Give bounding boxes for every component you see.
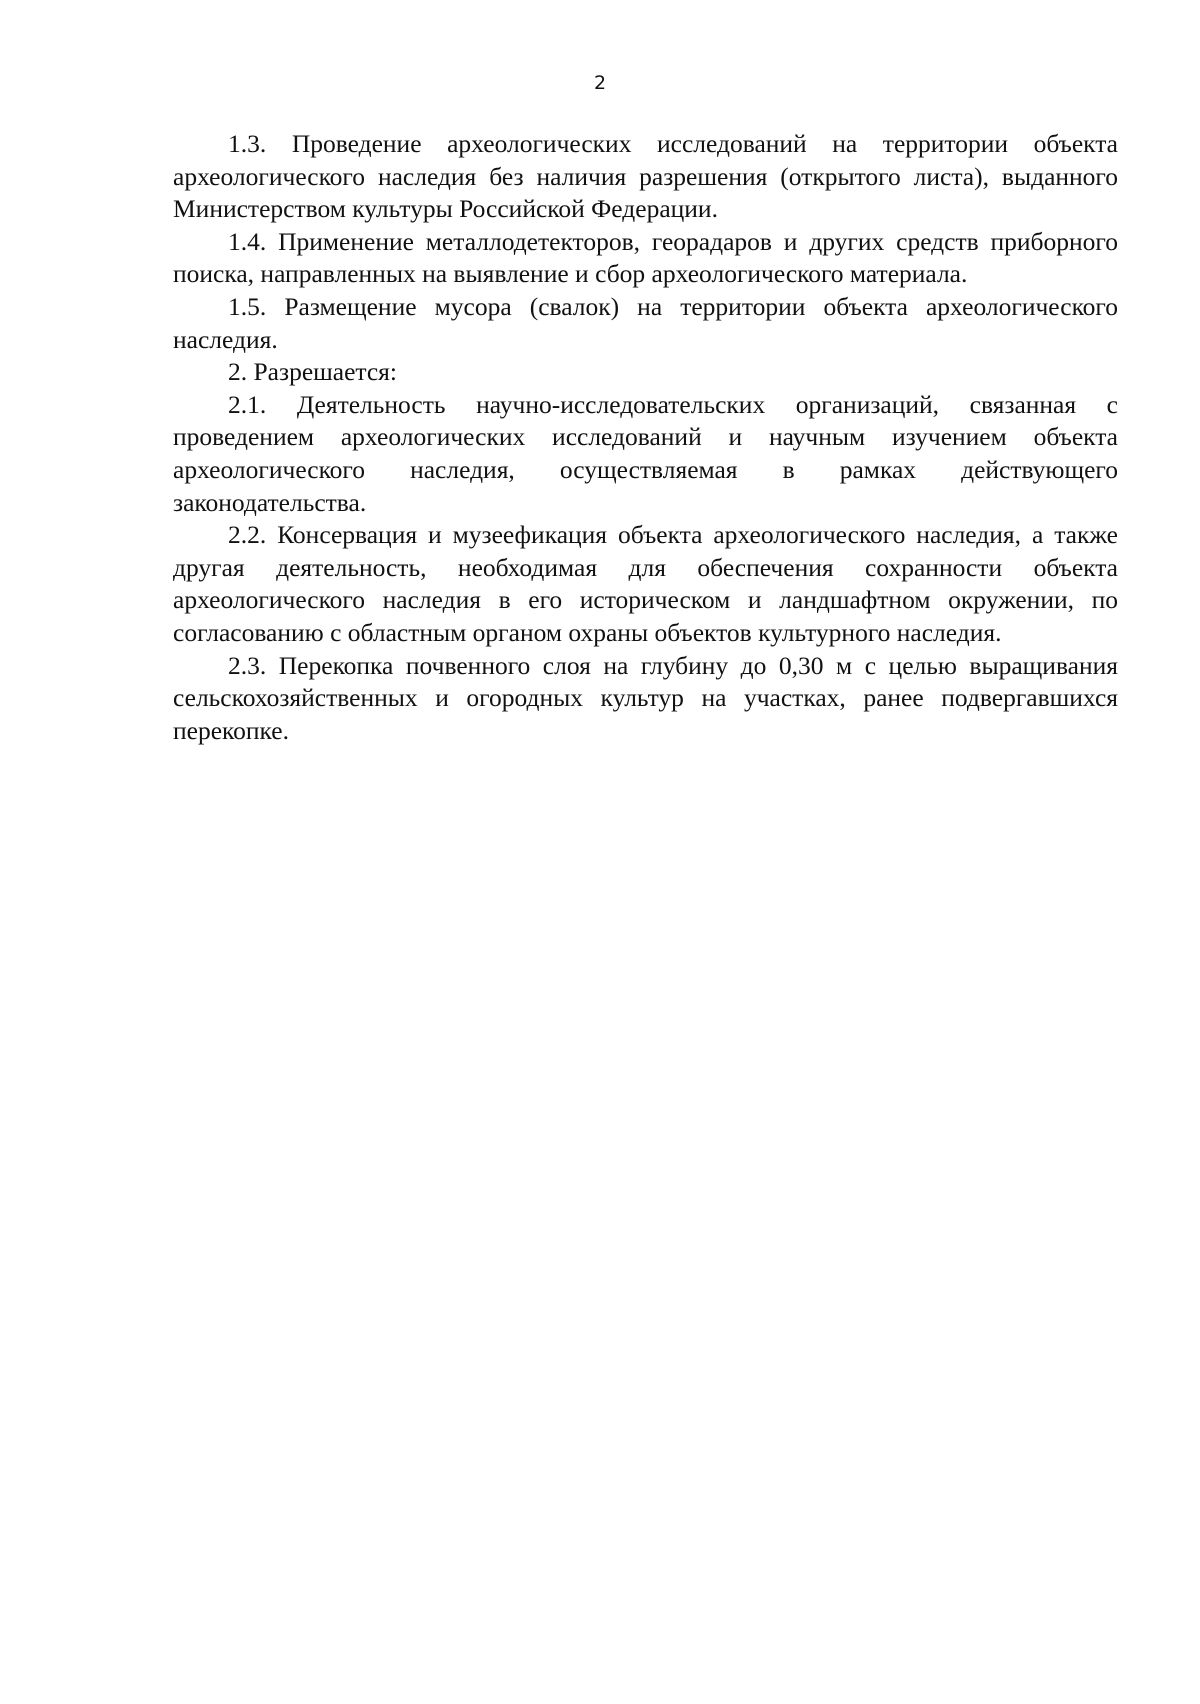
paragraph-2-1: 2.1. Деятельность научно-исследовательских организаций, связанная с проведением археологических исследований и научным изучением объекта археологического наследия, осуществляемая в рамках действующего законодательства.	[173, 389, 1118, 517]
page-number: 2	[593, 72, 607, 94]
paragraph-2: 2. Разрешается:	[228, 357, 397, 387]
document-body	[173, 128, 1118, 747]
paragraph-1-5: 1.5. Размещение мусора (свалок) на территории объекта археологического наследия.	[173, 291, 1118, 354]
paragraph-1-4: 1.4. Применение металлодетекторов, георадаров и других средств приборного поиска, направленных на выявление и сбор археологического материала.	[173, 226, 1118, 289]
paragraph-2-2: 2.2. Консервация и музеефикация объекта археологического наследия, а также другая деятельность, необходимая для обеспечения сохранности объекта археологического наследия в его историческом и ландшафтном окружении, по согласованию с областным органом охраны объектов культурного наследия.	[173, 520, 1118, 647]
paragraph-2-3: 2.3. Перекопка почвенного слоя на глубину до 0,30 м с целью выращивания сельскохозяйственных и огородных культур на участках, ранее подвергавшихся перекопке.	[173, 650, 1118, 745]
paragraph-1-3: 1.3. Проведение археологических исследований на территории объекта археологического наследия без наличия разрешения (открытого листа), выданного Министерством культуры Российской Федерации.	[173, 129, 1118, 224]
